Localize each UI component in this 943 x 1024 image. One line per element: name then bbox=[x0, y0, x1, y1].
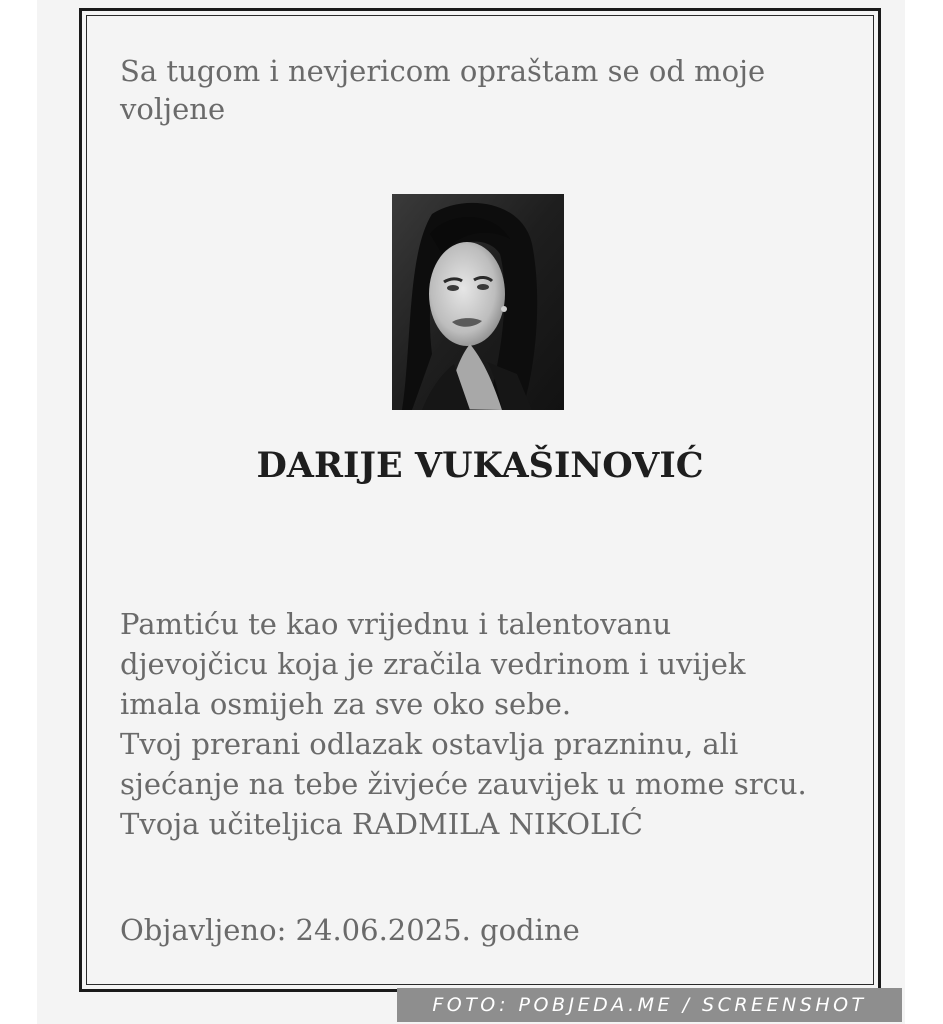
published-date: Objavljeno: 24.06.2025. godine bbox=[120, 913, 580, 947]
message-line: Pamtiću te kao vrijednu i talentovanu bbox=[120, 607, 672, 641]
notice-frame bbox=[79, 8, 881, 992]
photo-credit: FOTO: POBJEDA.ME / SCREENSHOT bbox=[397, 988, 902, 1022]
portrait-photo bbox=[392, 194, 564, 410]
message-line: djevojčicu koja je zračila vedrinom i uvijek bbox=[120, 647, 746, 681]
intro-text: Sa tugom i nevjericom opraštam se od moje voljene bbox=[120, 54, 766, 126]
message-line: sjećanje na tebe živjeće zauvijek u mome srcu. bbox=[120, 767, 807, 801]
portrait-illustration bbox=[392, 194, 564, 410]
message-line: Tvoja učiteljica RADMILA NIKOLIĆ bbox=[120, 807, 643, 841]
message-line: Tvoj prerani odlazak ostavlja prazninu, ali bbox=[120, 727, 739, 761]
deceased-name: DARIJE VUKAŠINOVIĆ bbox=[256, 445, 704, 486]
message-line: imala osmijeh za sve oko sebe. bbox=[120, 687, 572, 721]
condolence-message bbox=[120, 604, 860, 844]
